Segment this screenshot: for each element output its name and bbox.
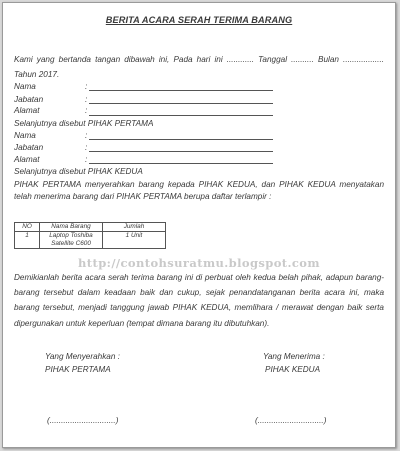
table-header-item-name: Nama Barang: [40, 223, 103, 232]
item-name-line: Satellite C600: [51, 240, 91, 247]
signature-right-blank: (.............................): [255, 416, 327, 425]
table-header-quantity: Jumlah: [103, 223, 166, 232]
table-cell-item-name: [40, 232, 103, 249]
second-party-position-line: [89, 151, 273, 152]
table-row: [15, 232, 166, 249]
second-party-position-label: Jabatan: [14, 143, 44, 152]
colon: :: [85, 106, 88, 115]
colon: :: [85, 155, 88, 164]
second-party-name-label: Nama: [14, 131, 36, 140]
table-cell-no: 1: [15, 232, 40, 249]
signature-left-role: Yang Menyerahkan :: [45, 352, 120, 361]
first-party-name-label: Nama: [14, 82, 36, 91]
intro-paragraph: Kami yang bertanda tangan dibawah ini, Pada hari ini ............ Tanggal .......... Bulan .................. Tahun 2017.: [14, 55, 384, 79]
signature-right-party: PIHAK KEDUA: [265, 365, 321, 374]
document-page: [2, 2, 396, 448]
document-title: BERITA ACARA SERAH TERIMA BARANG: [105, 15, 293, 25]
colon: :: [85, 143, 88, 152]
second-party-designation: Selanjutnya disebut PIHAK KEDUA: [14, 167, 143, 176]
first-party-position-label: Jabatan: [14, 95, 44, 104]
watermark: http://contohsuratmu.blogspot.com: [78, 256, 320, 270]
first-party-address-line: [89, 115, 273, 116]
first-party-name-line: [89, 90, 273, 91]
signature-left-party: PIHAK PERTAMA: [45, 365, 111, 374]
table-header-row: [15, 223, 166, 232]
signature-left-blank: (.............................): [47, 416, 119, 425]
handover-statement: PIHAK PERTAMA menyerahkan barang kepada PIHAK KEDUA, dan PIHAK KEDUA menyatakan telah menerima barang dari PIHAK PERTAMA berupa daftar terlampir :: [14, 180, 384, 201]
items-table: [14, 222, 166, 249]
second-party-address-label: Alamat: [14, 155, 40, 164]
first-party-designation: Selanjutnya disebut PIHAK PERTAMA: [14, 119, 154, 128]
colon: :: [85, 95, 88, 104]
second-party-address-line: [89, 163, 273, 164]
item-name-line: Laptop Toshiba: [49, 232, 93, 239]
first-party-address-label: Alamat: [14, 106, 40, 115]
colon: :: [85, 82, 88, 91]
table-header-no: NO: [15, 223, 40, 232]
first-party-position-line: [89, 103, 273, 104]
table-cell-quantity: 1 Unit: [103, 232, 166, 249]
colon: :: [85, 131, 88, 140]
signature-right-role: Yang Menerima :: [263, 352, 325, 361]
closing-paragraph: Demikianlah berita acara serah terima barang ini di perbuat oleh kedua belah pihak, adapun barang-barang tersebut dalam keadaan baik dan cukup, sejak penandatanganan berita acara ini, maka barang tersebut, menjadi tanggung jawab PIHAK KEDUA, memlihara / merawat dengan baik serta dipergunakan untuk keperluan (tempat dimana barang itu dibutuhkan).: [14, 273, 384, 328]
second-party-name-line: [89, 139, 273, 140]
